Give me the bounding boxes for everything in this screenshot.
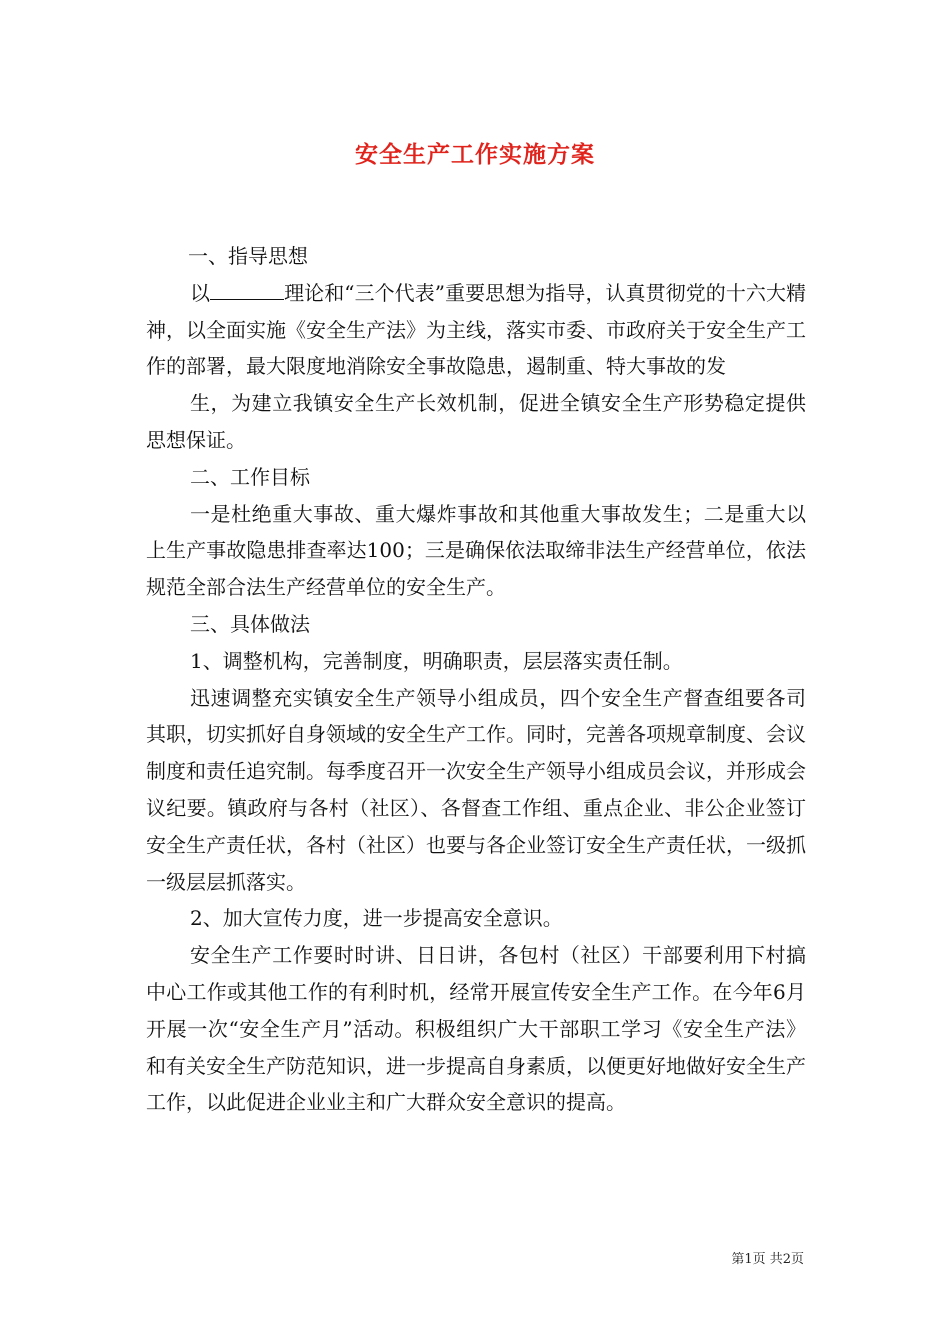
paragraph-guiding-ideology (146, 275, 806, 385)
section-heading-work-goals: 二、工作目标 (190, 464, 310, 489)
section-heading-guiding-ideology: 一、指导思想 (188, 244, 308, 268)
fill-blank (210, 281, 284, 300)
document-title: 安全生产工作实施方案 (355, 141, 595, 168)
paragraph-text: 以 (190, 280, 211, 305)
paragraph-adjust-organization: 迅速调整充实镇安全生产领导小组成员，四个安全生产督查组要各司其职，切实抓好自身领域的安全生产工作。同时，完善各项规章制度、会议制度和责任追究制。每季度召开一次安全生产领导小组成员会议，并形成会议纪要。镇政府与各村（社区）、各督查工作组、重点企业、非公企业签订安全生产责任状，各村（社区）也要与各企业签订安全生产责任状，一级抓一级层层抓落实。 (146, 685, 806, 894)
document-body (146, 238, 806, 1121)
paragraph-work-goals: 一是杜绝重大事故、重大爆炸事故和其他重大事故发生；二是重大以上生产事故隐患排查率达100；三是确保依法取缔非法生产经营单位，依法规范全部合法生产经营单位的安全生产。 (146, 501, 806, 600)
page-number: 第1页 共2页 (731, 1252, 804, 1267)
subheading-publicity: 2、加大宣传力度，进一步提高安全意识。 (190, 906, 563, 931)
paragraph-text: 理论和“三个代表”重要思想为指导，认真贯彻党的十六大精神，以全面实施《安全生产法》为主线，落实市委、市政府关于安全生产工作的部署，最大限度地消除安全事故隐患，遏制重、特大事故的发 (146, 280, 807, 379)
paragraph-publicity: 安全生产工作要时时讲、日日讲，各包村（社区）干部要利用下村搞中心工作或其他工作的有利时机，经常开展宣传安全生产工作。在今年6月开展一次“安全生产月”活动。积极组织广大干部职工学习《安全生产法》和有关安全生产防范知识，进一步提高自身素质，以便更好地做好安全生产工作，以此促进企业业主和广大群众安全意识的提高。 (146, 943, 806, 1115)
subheading-adjust-organization: 1、调整机构，完善制度，明确职责，层层落实责任制。 (190, 648, 683, 673)
section-heading-specific-methods: 三、具体做法 (190, 611, 310, 636)
paragraph-guiding-ideology-cont: 生，为建立我镇安全生产长效机制，促进全镇安全生产形势稳定提供思想保证。 (146, 391, 806, 452)
